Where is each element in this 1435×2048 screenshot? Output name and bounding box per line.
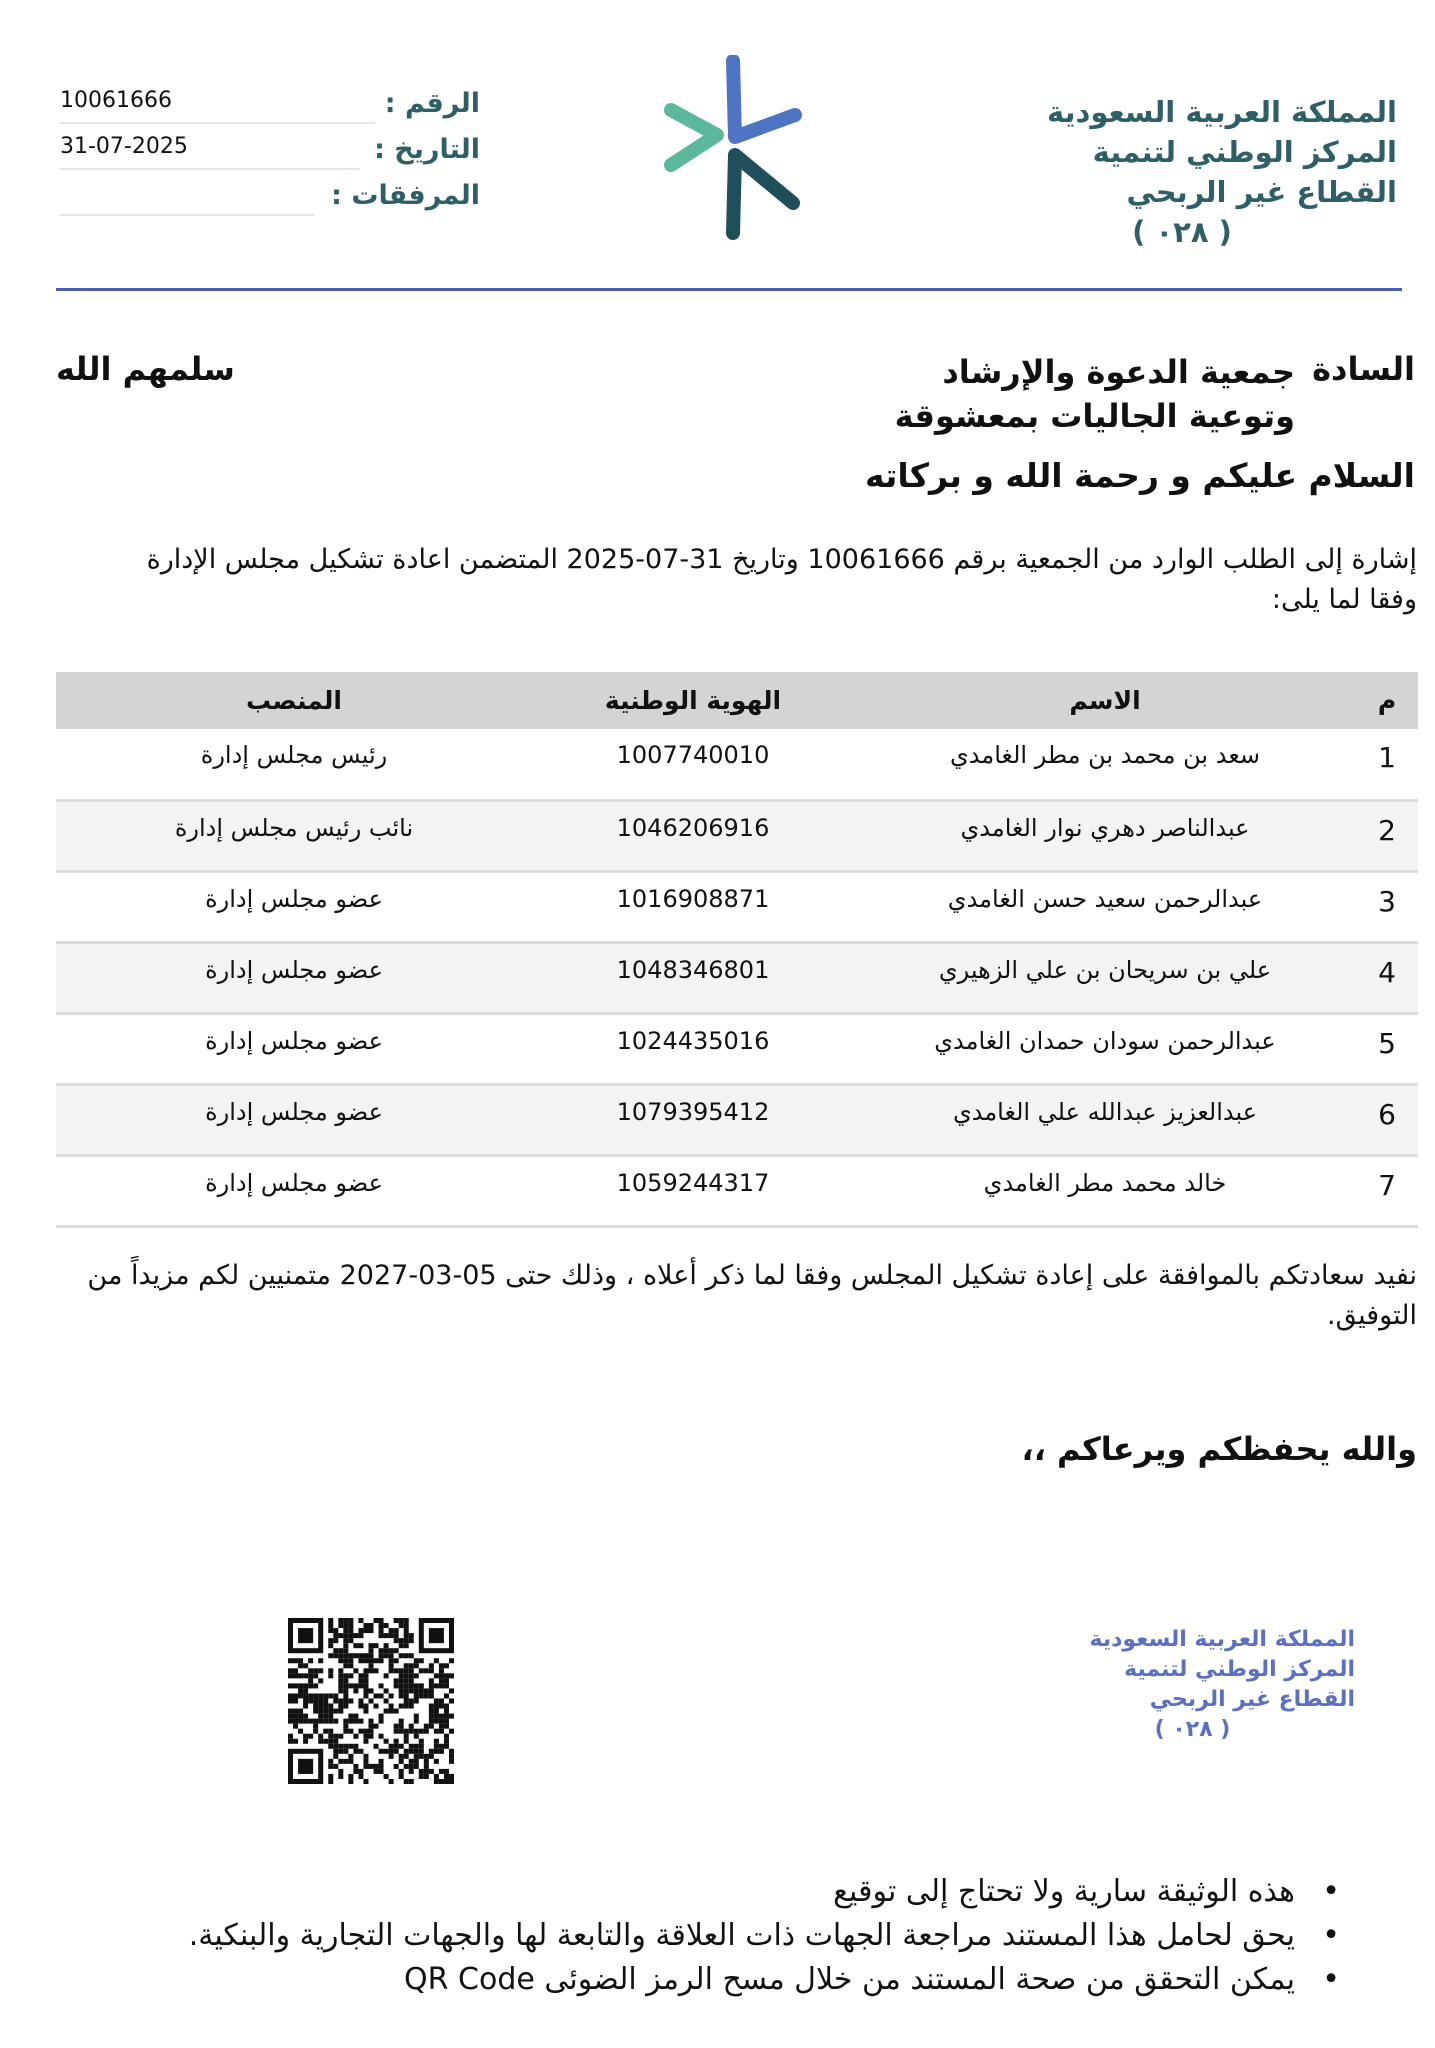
note-text: هذه الوثيقة سارية ولا تحتاج إلى توقيع — [833, 1874, 1295, 1909]
reference-number-row — [60, 88, 480, 128]
divider — [60, 214, 315, 216]
row-number: 1 — [1356, 729, 1418, 800]
member-position: رئيس مجلس إدارة — [56, 729, 532, 800]
org-line: القطاع غير الربحي — [1126, 175, 1397, 209]
addressee-prefix: السادة — [1312, 350, 1415, 388]
closing-paragraph: نفيد سعادتكم بالموافقة على إعادة تشكيل المجلس وفقا لما ذكر أعلاه ، وذلك حتى 05-03-2027 متمنيين لكم مزيداً من التوفيق. — [87, 1260, 1417, 1331]
reference-number-value: 10061666 — [60, 88, 172, 113]
column-header: الهوية الوطنية — [532, 672, 854, 729]
row-number: 2 — [1356, 800, 1418, 871]
center-logo-icon — [655, 55, 805, 240]
org-line: المملكة العربية السعودية — [1047, 95, 1397, 129]
farewell: والله يحفظكم ويرعاكم ،، — [1021, 1430, 1417, 1468]
table-row — [56, 800, 1418, 871]
header-divider — [56, 288, 1402, 291]
member-position: عضو مجلس إدارة — [56, 942, 532, 1013]
row-number: 7 — [1356, 1155, 1418, 1226]
addressee-line: وتوعية الجاليات بمعشوقة — [894, 397, 1295, 435]
addressee-name — [895, 350, 1295, 438]
salutation-end: سلمهم الله — [56, 350, 235, 388]
member-name: عبدالرحمن سعيد حسن الغامدي — [854, 871, 1356, 942]
org-name-block — [1037, 92, 1397, 252]
national-id: 1046206916 — [532, 800, 854, 871]
intro-paragraph: إشارة إلى الطلب الوارد من الجمعية برقم 10061666 وتاريخ 31-07-2025 المتضمن اعادة تشكيل مجلس الإدارة وفقا لما يلى: — [146, 544, 1417, 615]
greeting: السلام عليكم و رحمة الله و بركاته — [864, 456, 1415, 495]
table-row — [56, 1155, 1418, 1226]
member-position: عضو مجلس إدارة — [56, 871, 532, 942]
row-number: 5 — [1356, 1013, 1418, 1084]
column-header: المنصب — [56, 672, 532, 729]
row-number: 3 — [1356, 871, 1418, 942]
bullet-icon: • — [1322, 1874, 1340, 1909]
table-header-row — [56, 672, 1418, 729]
national-id: 1024435016 — [532, 1013, 854, 1084]
member-name: علي بن سريحان بن علي الزهيري — [854, 942, 1356, 1013]
note-item — [95, 1958, 1340, 2002]
bullet-icon: • — [1322, 1962, 1340, 1997]
divider — [60, 168, 360, 170]
table-row — [56, 1084, 1418, 1155]
member-name: سعد بن محمد بن مطر الغامدي — [854, 729, 1356, 800]
date-value: 31-07-2025 — [60, 134, 188, 159]
table-row — [56, 942, 1418, 1013]
national-id: 1079395412 — [532, 1084, 854, 1155]
board-members-table — [56, 672, 1418, 1228]
org-line: المركز الوطني لتنمية — [1092, 135, 1397, 169]
date-label: التاريخ : — [374, 134, 480, 165]
org-line: المركز الوطني لتنمية — [1124, 1657, 1355, 1682]
bullet-icon: • — [1322, 1918, 1340, 1953]
member-position: نائب رئيس مجلس إدارة — [56, 800, 532, 871]
member-name: عبدالرحمن سودان حمدان الغامدي — [854, 1013, 1356, 1084]
note-item — [95, 1914, 1340, 1958]
org-line: القطاع غير الربحي — [1149, 1687, 1355, 1712]
member-position: عضو مجلس إدارة — [56, 1084, 532, 1155]
attachments-row — [60, 180, 480, 220]
footer-org-block — [1080, 1625, 1355, 1745]
notes-list — [95, 1870, 1340, 2002]
date-row — [60, 134, 480, 174]
note-text: يحق لحامل هذا المستند مراجعة الجهات ذات العلاقة والتابعة لها والجهات التجارية والبنكية. — [188, 1918, 1295, 1953]
national-id: 1016908871 — [532, 871, 854, 942]
row-number: 4 — [1356, 942, 1418, 1013]
table-row — [56, 1013, 1418, 1084]
national-id: 1059244317 — [532, 1155, 854, 1226]
member-name: عبدالعزيز عبدالله علي الغامدي — [854, 1084, 1356, 1155]
member-position: عضو مجلس إدارة — [56, 1155, 532, 1226]
note-item — [95, 1870, 1340, 1914]
national-id: 1048346801 — [532, 942, 854, 1013]
org-code: ( ٠٢٨ ) — [1132, 215, 1232, 249]
addressee-line: جمعية الدعوة والإرشاد — [942, 353, 1295, 391]
divider — [60, 122, 375, 124]
org-code: ( ٠٢٨ ) — [1154, 1717, 1231, 1742]
national-id: 1007740010 — [532, 729, 854, 800]
qr-code — [288, 1618, 454, 1784]
reference-number-label: الرقم : — [384, 88, 480, 119]
column-header: م — [1356, 672, 1418, 729]
member-position: عضو مجلس إدارة — [56, 1013, 532, 1084]
attachments-label: المرفقات : — [331, 180, 480, 211]
table-row — [56, 871, 1418, 942]
row-number: 6 — [1356, 1084, 1418, 1155]
table-row — [56, 729, 1418, 800]
member-name: خالد محمد مطر الغامدي — [854, 1155, 1356, 1226]
member-name: عبدالناصر دهري نوار الغامدي — [854, 800, 1356, 871]
column-header: الاسم — [854, 672, 1356, 729]
org-line: المملكة العربية السعودية — [1089, 1627, 1355, 1652]
note-text: يمكن التحقق من صحة المستند من خلال مسح الرمز الضوئى QR Code — [404, 1962, 1295, 1997]
